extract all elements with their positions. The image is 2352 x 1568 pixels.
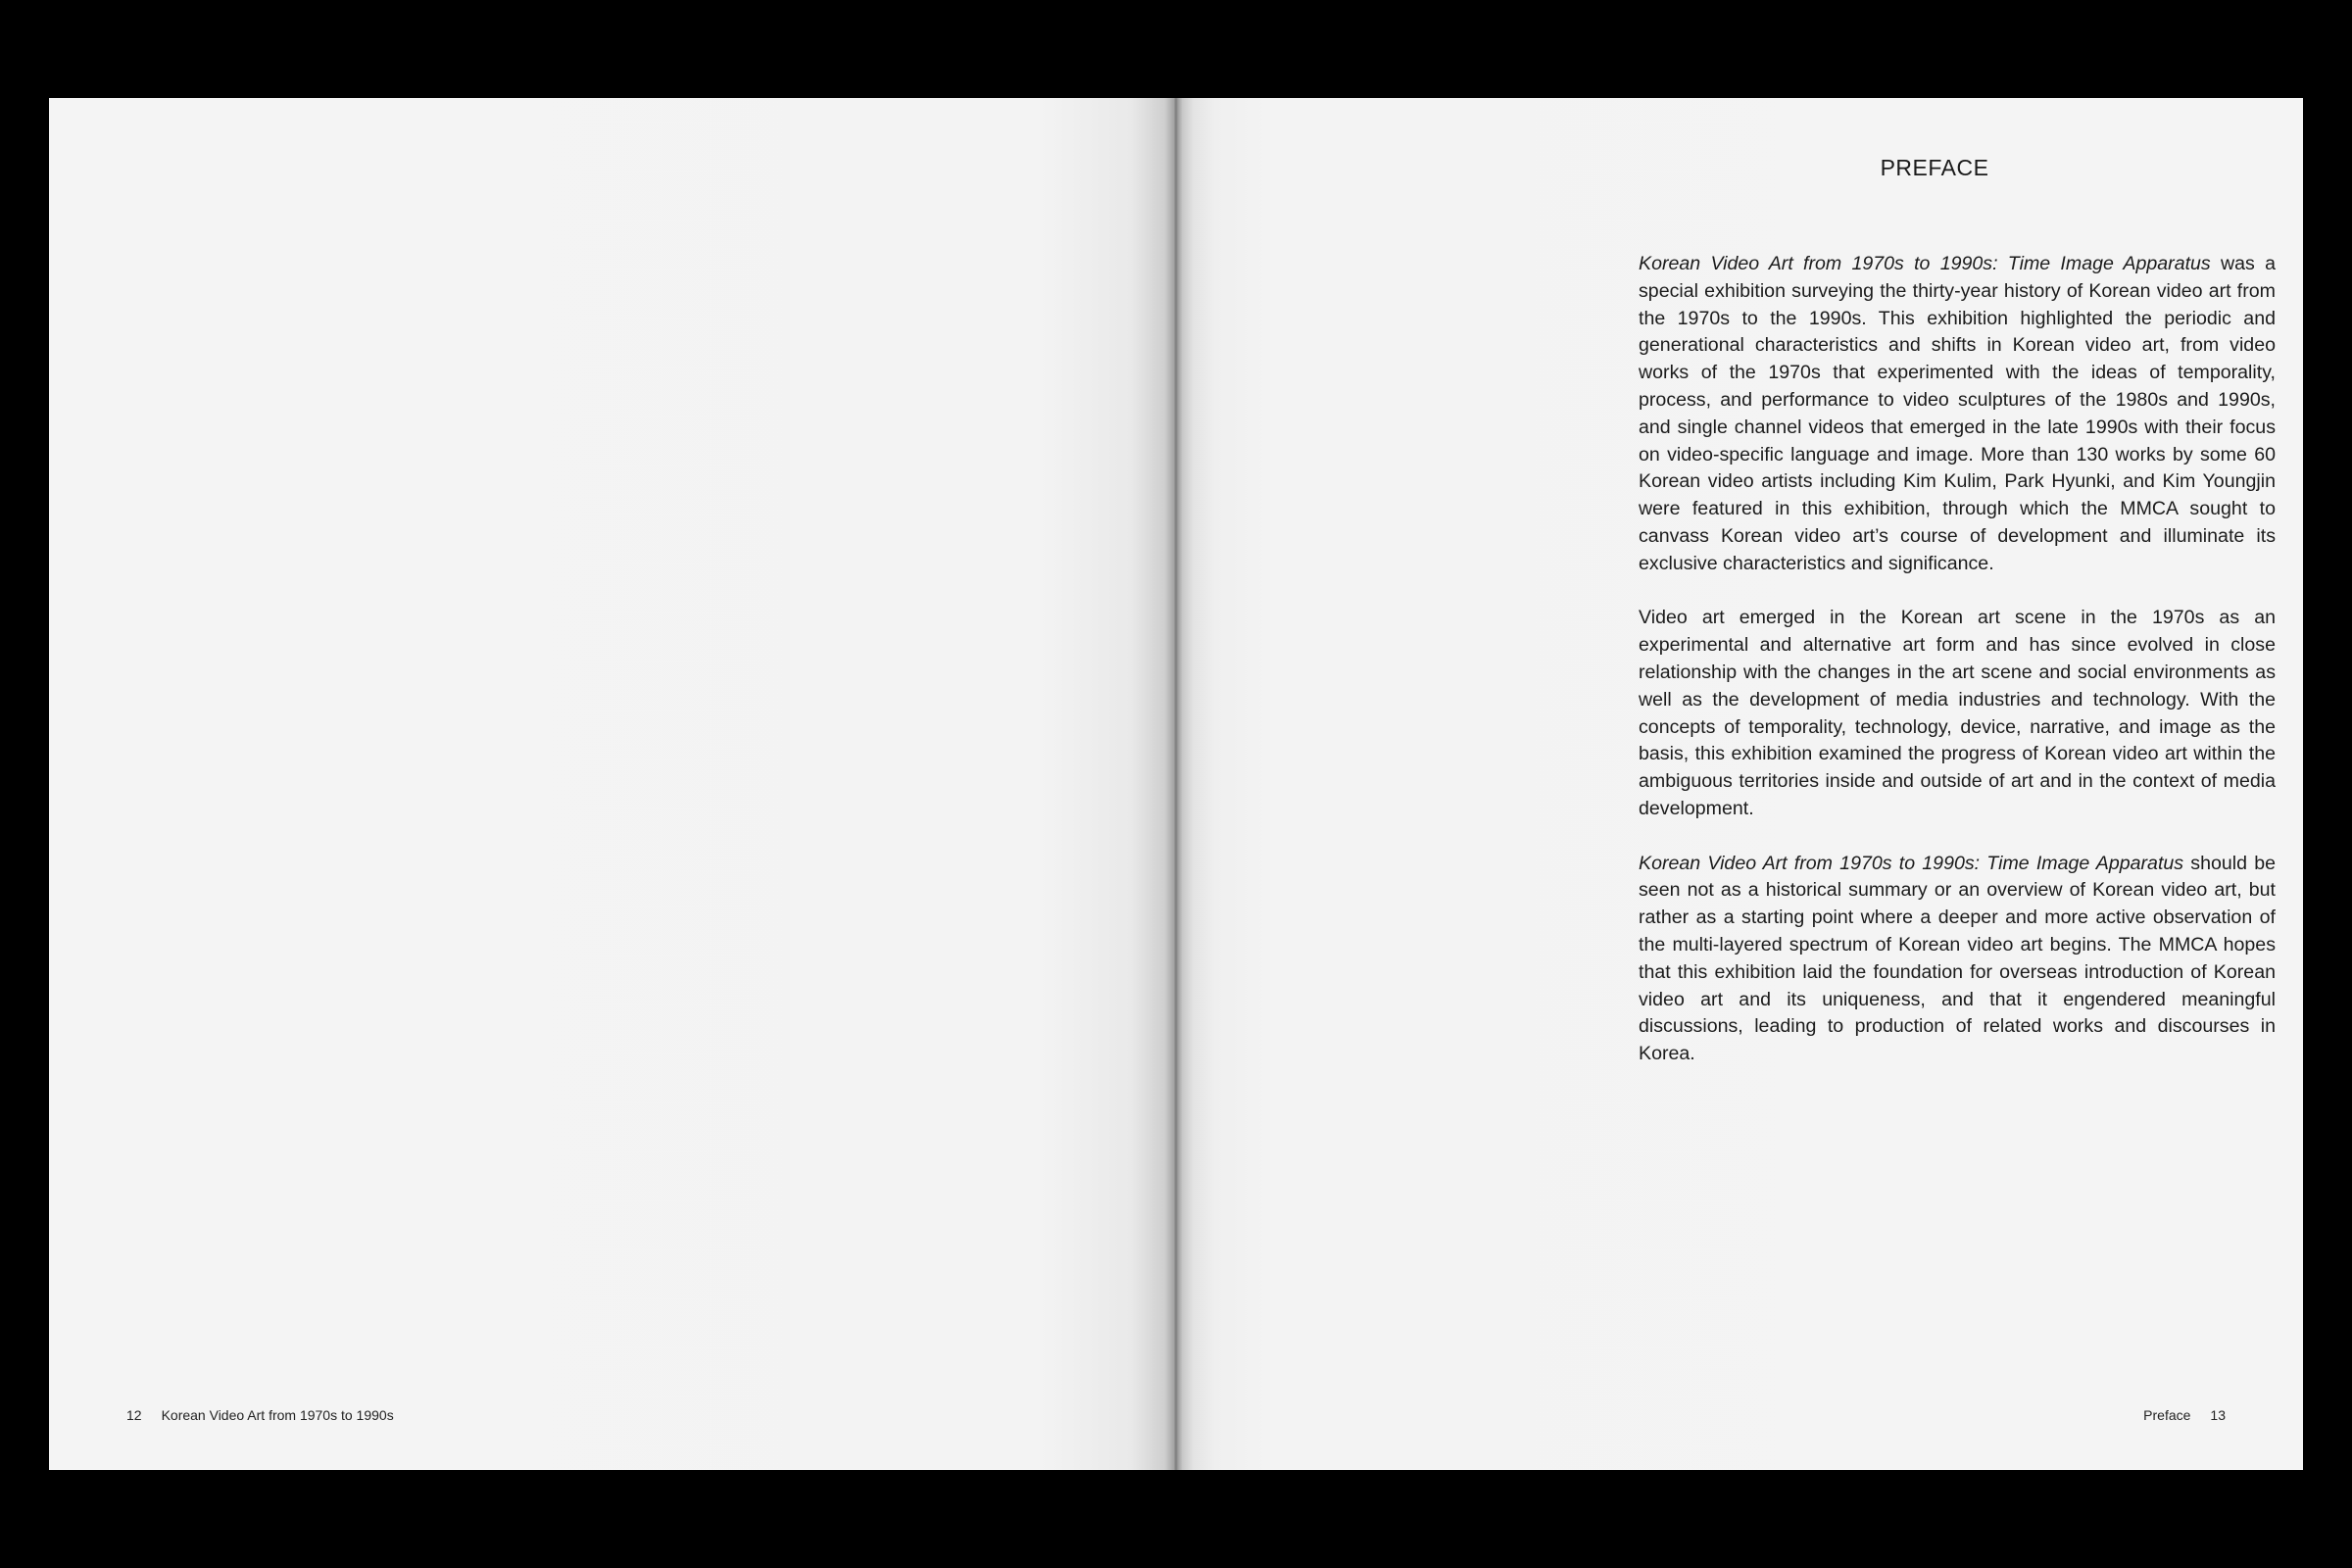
book-spread	[49, 98, 2303, 1470]
page-heading-wrap	[1176, 155, 2303, 181]
paragraph-3-text: should be seen not as a historical summary or an overview of Korean video art, but rather as a starting point where a deeper and more active observation of the multi-layered spectrum of Korean video art begins. The MMCA hopes that this exhibition laid the foundation for overseas introduction of Korean video art and its uniqueness, and that it engendered meaningful discussions, leading to production of related works and discourses in Korea.	[1639, 852, 2276, 1065]
right-running-title: Preface	[2143, 1407, 2191, 1423]
exhibition-title-italic: Korean Video Art from 1970s to 1990s: Time Image Apparatus	[1639, 253, 2211, 274]
paragraph-3	[1639, 851, 2276, 1068]
paragraph-1-text: was a special exhibition surveying the thirty-year history of Korean video art from the 1970s to the 1990s. This exhibition highlighted the periodic and generational characteristics and shifts in Korean video art, from video works of the 1970s that experimented with the ideas of temporality, process, and performance to video sculptures of the 1980s and 1990s, and single channel videos that emerged in the late 1990s with their focus on video-specific language and image. More than 130 works by some 60 Korean video artists including Kim Kulim, Park Hyunki, and Kim Youngjin were featured in this exhibition, through which the MMCA sought to canvass Korean video art’s course of development and illuminate its exclusive characteristics and significance.	[1639, 253, 2276, 574]
right-folio	[2143, 1407, 2226, 1423]
page-heading: PREFACE	[1880, 155, 1989, 180]
right-page	[1176, 98, 2303, 1470]
paragraph-2	[1639, 605, 2276, 822]
paragraph-2-text: Video art emerged in the Korean art scene in the 1970s as an experimental and alternative art form and has since evolved in close relationship with the changes in the art scene and social environments as well as the development of media industries and technology. With the concepts of temporality, technology, device, narrative, and image as the basis, this exhibition examined the progress of Korean video art within the ambiguous territories inside and outside of art and in the context of media development.	[1639, 607, 2276, 819]
left-page	[49, 98, 1176, 1470]
left-running-title: Korean Video Art from 1970s to 1990s	[161, 1407, 394, 1423]
book-gutter	[1174, 98, 1178, 1470]
left-folio	[126, 1407, 394, 1423]
paragraph-1	[1639, 251, 2276, 578]
left-page-number: 12	[126, 1407, 142, 1423]
preface-body	[1639, 251, 2276, 1096]
exhibition-title-italic: Korean Video Art from 1970s to 1990s: Time Image Apparatus	[1639, 852, 2184, 874]
right-page-number: 13	[2210, 1407, 2226, 1423]
